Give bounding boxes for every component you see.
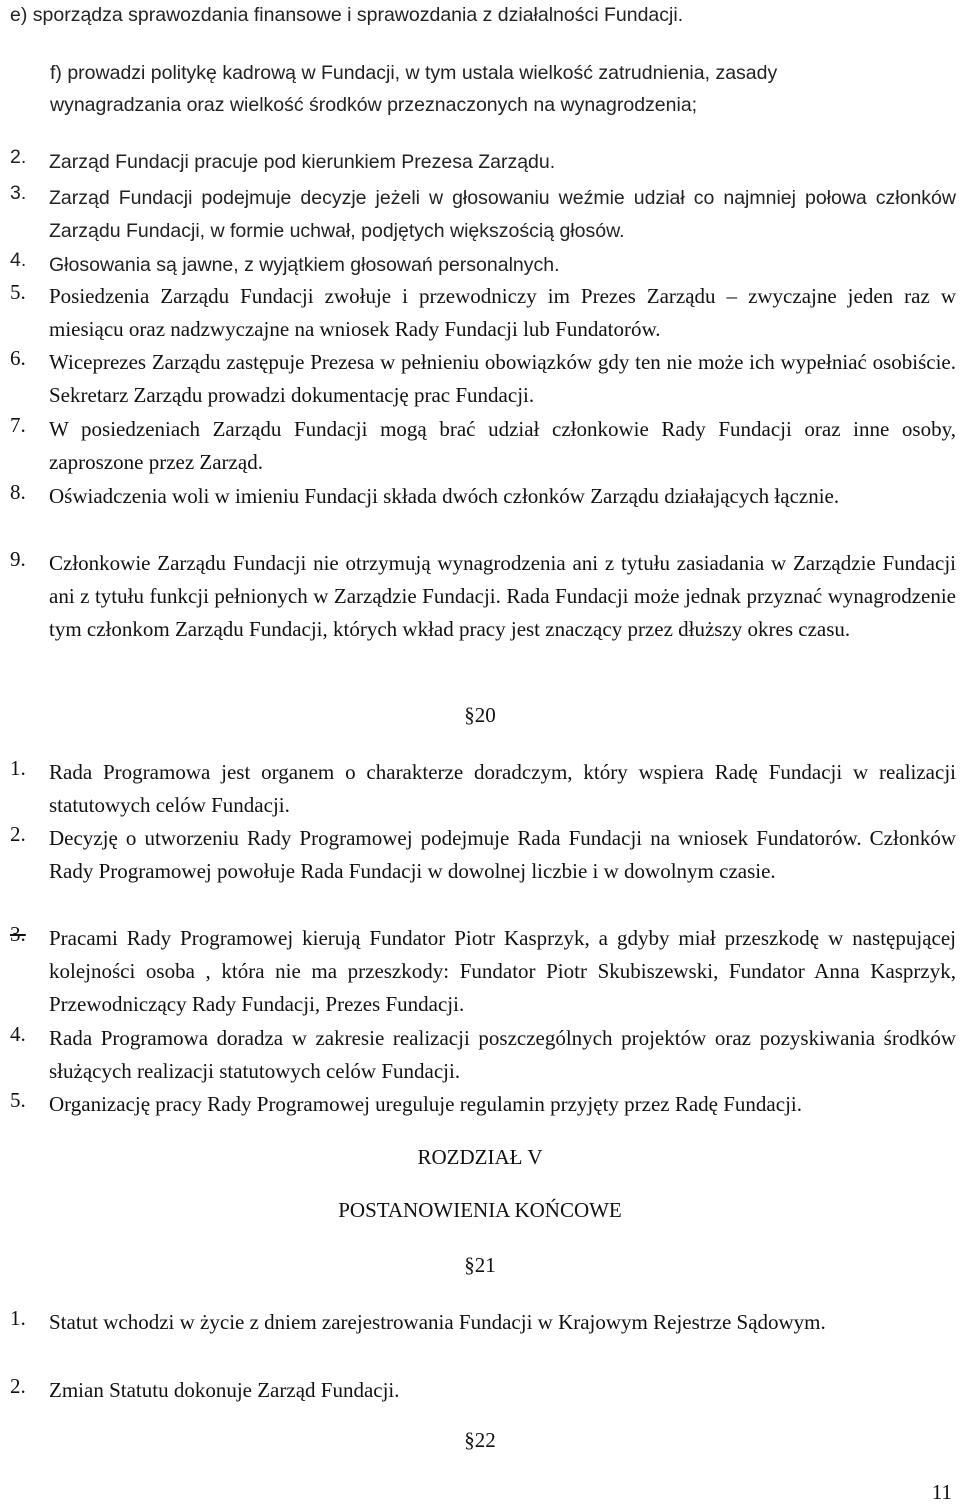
item-text: Zarząd Fundacji pracuje pod kierunkiem Prezesa Zarządu. (49, 151, 556, 173)
item-number: 2. (10, 146, 27, 168)
final-item-2 (10, 1374, 956, 1407)
item-text: Zarząd Fundacji podejmuje decyzje jeżeli w głosowaniu weźmie udział co najmniej połowa członków Zarządu Fundacji, w formie uchwał, podjętych większością głosów. (49, 187, 956, 242)
item-number: 7. (10, 413, 26, 437)
item-number: 8. (10, 480, 26, 504)
item-text: Pracami Rady Programowej kierują Fundator Piotr Kasprzyk, a gdyby miał przeszkodę w następującej kolejności osoba , która nie ma przeszkody: Fundator Piotr Skubiszewski, Fundator Anna Kasprzyk, Przewodniczący Rady Fundacji, Prezes Fundacji. (49, 926, 956, 1016)
item-text: Głosowania są jawne, z wyjątkiem głosowań personalnych. (49, 254, 560, 276)
board-item-2 (10, 146, 956, 179)
item-text: Rada Programowa jest organem o charakterze doradczym, który wspiera Radę Fundacji w realizacji statutowych celów Fundacji. (49, 760, 956, 817)
item-number: 2. (10, 822, 26, 846)
item-text: Organizację pracy Rady Programowej ureguluje regulamin przyjęty przez Radę Fundacji. (49, 1092, 802, 1116)
rada-item-1 (10, 756, 956, 822)
item-number: 3. (10, 922, 26, 946)
chapter-subtitle: POSTANOWIENIA KOŃCOWE (338, 1198, 622, 1222)
item-number: 6. (10, 346, 26, 370)
item-f-line1: f) prowadzi politykę kadrową w Fundacji, w tym ustala wielkość zatrudnienia, zasady (50, 62, 778, 84)
item-text: Oświadczenia woli w imieniu Fundacji składa dwóch członków Zarządu działających łącznie. (49, 484, 840, 508)
item-text: Zmian Statutu dokonuje Zarząd Fundacji. (49, 1378, 400, 1402)
item-number: 5. (10, 280, 26, 304)
rada-item-2 (10, 822, 956, 888)
item-text: W posiedzeniach Zarządu Fundacji mogą brać udział członkowie Rady Fundacji oraz inne osoby, zaproszone przez Zarząd. (49, 417, 956, 474)
board-item-6 (10, 346, 956, 412)
item-number: 1. (10, 756, 26, 780)
section-heading-22: §22 (464, 1428, 496, 1452)
rada-item-3 (10, 922, 956, 1021)
item-e: e) sporządza sprawozdania finansowe i sprawozdania z działalności Fundacji. (10, 4, 684, 26)
section-heading-20: §20 (464, 703, 496, 727)
rada-item-4 (10, 1022, 956, 1088)
board-item-4 (10, 249, 956, 282)
item-text: Rada Programowa doradza w zakresie realizacji poszczególnych projektów oraz pozyskiwania środków służących realizacji statutowych celów Fundacji. (49, 1026, 956, 1083)
item-number: 3. (10, 182, 27, 204)
item-number: 2. (10, 1374, 26, 1398)
board-item-5 (10, 280, 956, 346)
item-number: 5. (10, 1088, 26, 1112)
item-text: Wiceprezes Zarządu zastępuje Prezesa w pełnieniu obowiązków gdy ten nie może ich wypełniać osobiście. Sekretarz Zarządu prowadzi dokumentację prac Fundacji. (49, 350, 956, 407)
item-number: 9. (10, 547, 26, 571)
board-item-3 (10, 182, 956, 248)
item-number: 1. (10, 1306, 26, 1330)
item-text: Decyzję o utworzeniu Rady Programowej podejmuje Rada Fundacji na wniosek Fundatorów. Członków Rady Programowej powołuje Rada Fundacji w dowolnej liczbie i w dowolnym czasie. (49, 826, 956, 883)
item-number: 4. (10, 1022, 26, 1046)
section-heading-21: §21 (464, 1253, 496, 1277)
item-text: Statut wchodzi w życie z dniem zarejestrowania Fundacji w Krajowym Rejestrze Sądowym. (49, 1310, 826, 1334)
final-item-1 (10, 1306, 870, 1339)
item-number: 4. (10, 249, 27, 271)
board-item-7 (10, 413, 956, 479)
rada-item-5 (10, 1088, 956, 1121)
item-text: Posiedzenia Zarządu Fundacji zwołuje i przewodniczy im Prezes Zarządu – zwyczajne jeden raz w miesiącu oraz nadzwyczajne na wniosek Rady Fundacji lub Fundatorów. (49, 284, 956, 341)
item-text: Członkowie Zarządu Fundacji nie otrzymują wynagrodzenia ani z tytułu zasiadania w Zarządzie Fundacji ani z tytułu funkcji pełnionych w Zarządzie Fundacji. Rada Fundacji może jednak przyznać wynagrodzenie tym członkom Zarządu Fundacji, których wkład pracy jest znaczący przez dłuższy okres czasu. (49, 551, 956, 641)
board-item-9 (10, 547, 956, 646)
item-f-line2: wynagradzania oraz wielkość środków przeznaczonych na wynagrodzenia; (50, 94, 698, 116)
board-item-8 (10, 480, 956, 513)
page-number: 11 (931, 1480, 952, 1504)
chapter-title: ROZDZIAŁ V (417, 1145, 543, 1169)
